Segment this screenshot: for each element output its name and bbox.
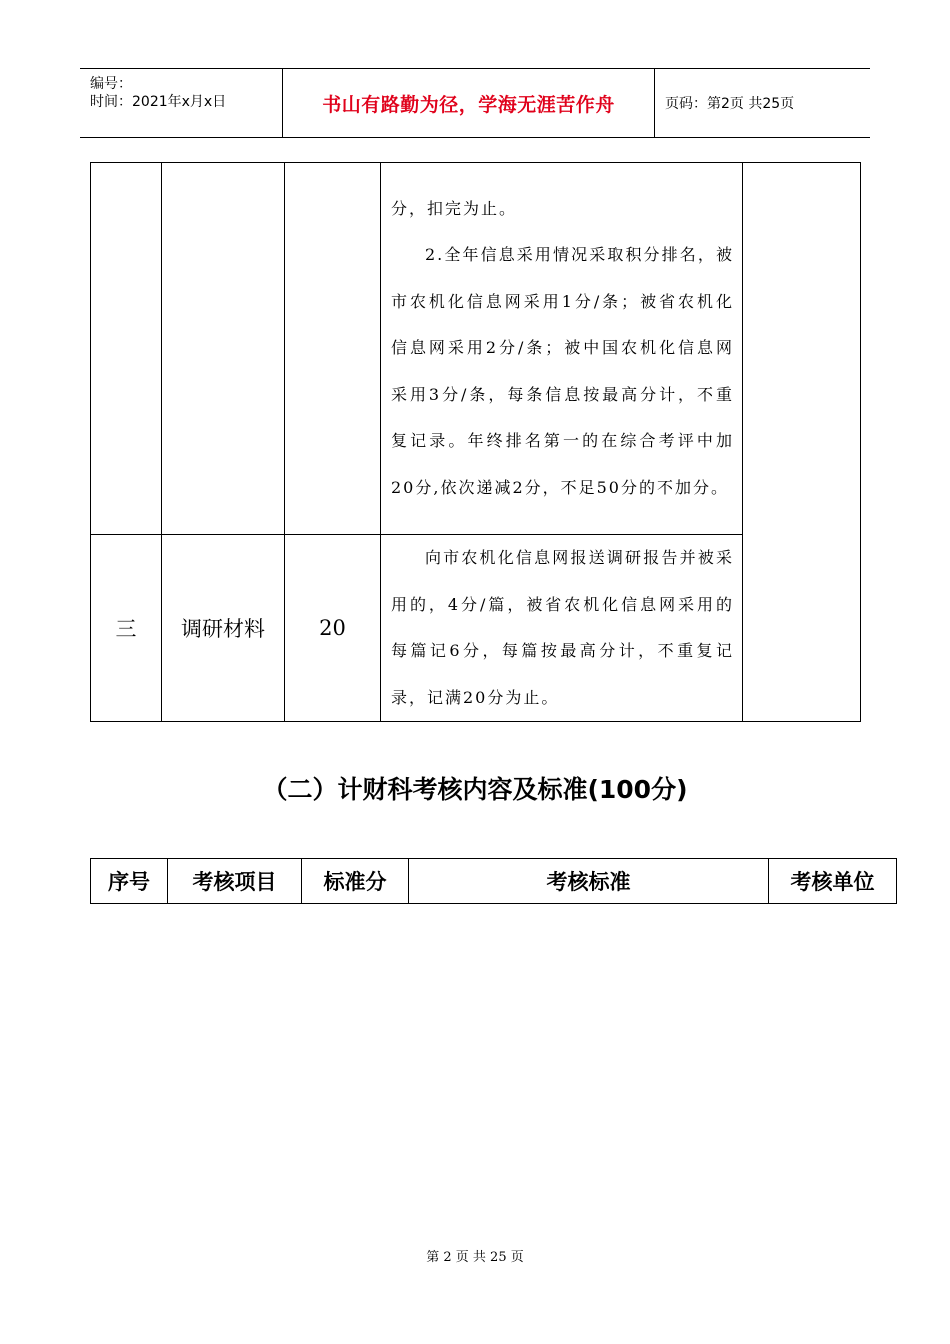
finance-assessment-table xyxy=(90,858,897,904)
criteria-paragraph: 向市农机化信息网报送调研报告并被采用的，4分/篇，被省农机化信息网采用的每篇记6分，每篇按最高分计，不重复记录，记满20分为止。 xyxy=(391,548,734,707)
score-cell xyxy=(285,163,381,535)
score-cell: 20 xyxy=(285,535,381,722)
header-item: 考核项目 xyxy=(168,859,302,904)
table-header-row xyxy=(91,859,897,904)
header-motto: 书山有路勤为径，学海无涯苦作舟 xyxy=(282,69,655,137)
seq-cell xyxy=(91,163,162,535)
item-cell: 调研材料 xyxy=(162,535,285,722)
date-label: 时间：2021年x月x日 xyxy=(90,94,227,110)
number-label: 编号： xyxy=(90,76,132,92)
criteria-line: 分，扣完为止。 xyxy=(391,198,518,218)
section-title: （二）计财科考核内容及标准(100分) xyxy=(262,775,688,804)
page-footer: 第 2 页 共 25 页 xyxy=(426,1250,524,1265)
assessment-table-continued xyxy=(90,162,861,722)
header-seq: 序号 xyxy=(91,859,168,904)
criteria-paragraph: 2.全年信息采用情况采取积分排名，被市农机化信息网采用1分/条；被省农机化信息网采用2分/条；被中国农机化信息网采用3分/条，每条信息按最高分计，不重复记录。年终排名第一的在综合考评中加20分,依次递减2分，不足50分的不加分。 xyxy=(391,245,734,497)
seq-cell: 三 xyxy=(91,535,162,722)
criteria-cell xyxy=(381,535,743,722)
header-meta xyxy=(80,69,282,137)
header-criteria: 考核标准 xyxy=(409,859,769,904)
page-header xyxy=(80,68,870,138)
unit-cell xyxy=(743,163,861,722)
header-unit: 考核单位 xyxy=(769,859,897,904)
header-page-info: 页码：第2页 共25页 xyxy=(665,96,795,112)
table-row xyxy=(91,163,861,535)
header-score: 标准分 xyxy=(302,859,409,904)
criteria-cell xyxy=(381,163,743,535)
item-cell xyxy=(162,163,285,535)
